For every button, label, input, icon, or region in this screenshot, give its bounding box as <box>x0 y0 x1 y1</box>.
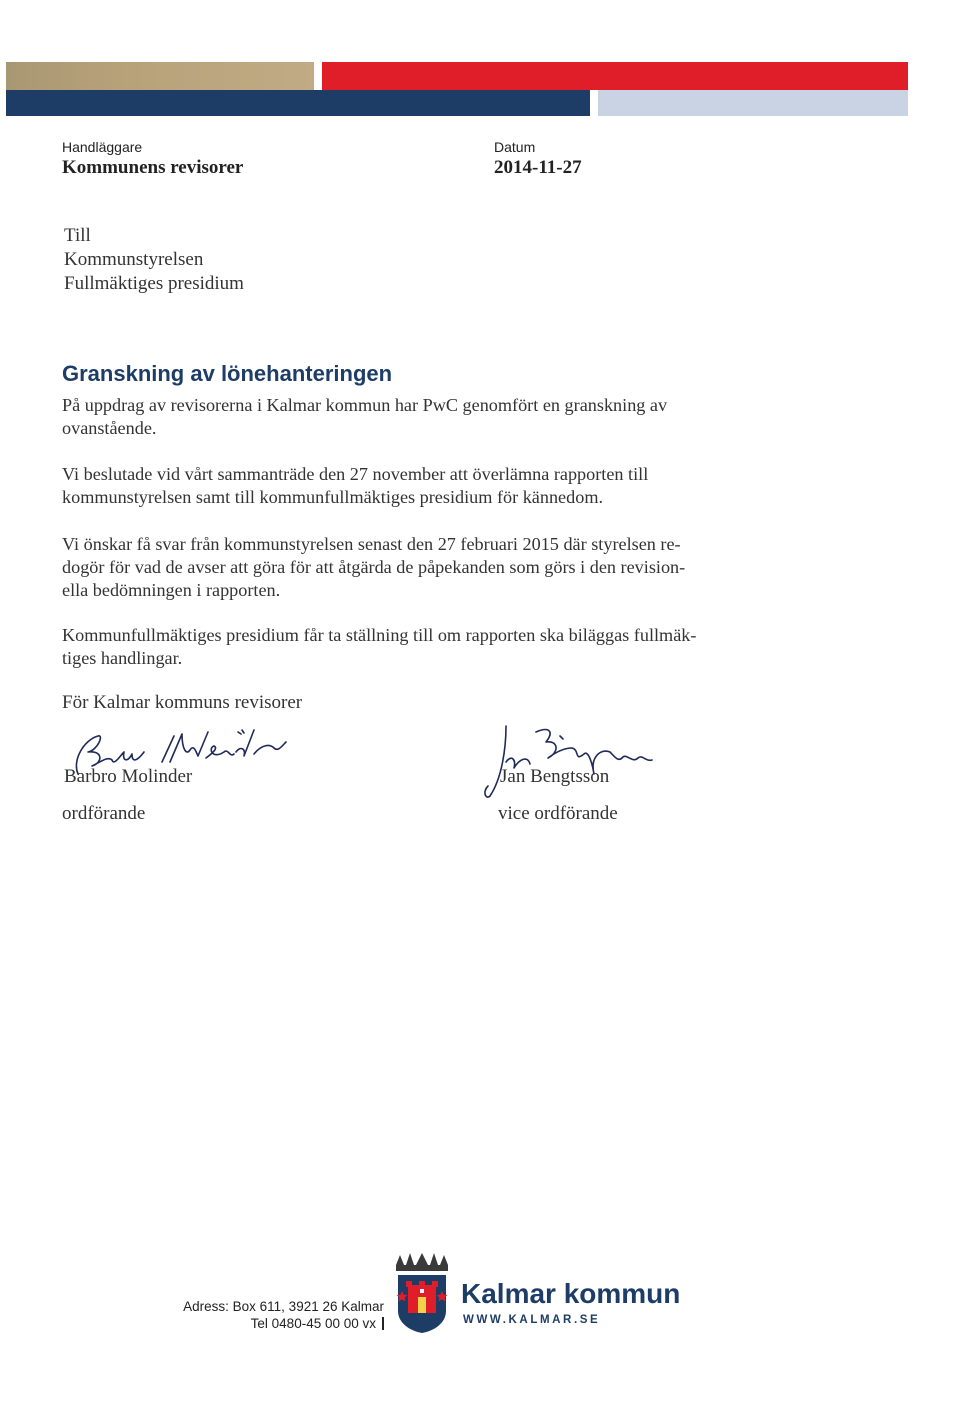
date-value: 2014-11-27 <box>494 157 582 178</box>
paragraph <box>62 463 762 509</box>
paragraph <box>62 394 762 440</box>
footer-address <box>160 1298 384 1332</box>
letterhead-band-light <box>598 90 908 116</box>
paragraph-line: dogör för vad de avser att göra för att åtgärda de påpekanden som görs i den revision- <box>62 557 686 577</box>
closing-line: För Kalmar kommuns revisorer <box>62 692 303 713</box>
kalmar-crest-icon <box>394 1253 450 1333</box>
paragraph <box>62 533 762 602</box>
handwritten-signature-bengtsson <box>476 718 656 808</box>
signatory-role: vice ordförande <box>498 803 618 824</box>
letterhead-band-gold <box>6 62 314 90</box>
paragraph-line: ovanstående. <box>62 418 157 438</box>
brand-name: Kalmar kommun <box>461 1278 681 1309</box>
paragraph-line: Kommunfullmäktiges presidium får ta ställning till om rapporten ska biläggas fullmäk- <box>62 625 697 645</box>
recipient-line: Kommunstyrelsen <box>64 249 204 270</box>
paragraph-line: kommunstyrelsen samt till kommunfullmäktiges presidium för kännedom. <box>62 487 604 507</box>
paragraph <box>62 624 762 670</box>
letterhead-band-navy <box>6 90 590 116</box>
paragraph-line: ella bedömningen i rapporten. <box>62 580 281 600</box>
signatory-name: Jan Bengtsson <box>500 766 610 787</box>
letter-title: Granskning av lönehanteringen <box>62 361 393 386</box>
paragraph-line: På uppdrag av revisorerna i Kalmar kommun har PwC genomfört en granskning av <box>62 395 668 415</box>
footer-address-line: Adress: Box 611, 3921 26 Kalmar <box>183 1299 384 1314</box>
handler-label: Handläggare <box>62 139 143 155</box>
date-label: Datum <box>494 139 536 155</box>
footer-address-line: Tel 0480-45 00 00 vx <box>160 1315 384 1332</box>
signatory-name: Barbro Molinder <box>64 766 193 787</box>
signatory-role: ordförande <box>62 803 146 824</box>
recipient-line: Till <box>64 225 91 246</box>
paragraph-line: tiges handlingar. <box>62 648 183 668</box>
paragraph-line: Vi beslutade vid vårt sammanträde den 27 november att överlämna rapporten till <box>62 464 649 484</box>
brand-url[interactable]: WWW.KALMAR.SE <box>463 1314 601 1326</box>
letterhead-band-red <box>322 62 908 90</box>
paragraph-line: Vi önskar få svar från kommunstyrelsen senast den 27 februari 2015 där styrelsen re- <box>62 534 681 554</box>
recipient-block <box>64 224 244 296</box>
handler-value: Kommunens revisorer <box>62 157 244 178</box>
recipient-line: Fullmäktiges presidium <box>64 273 244 294</box>
